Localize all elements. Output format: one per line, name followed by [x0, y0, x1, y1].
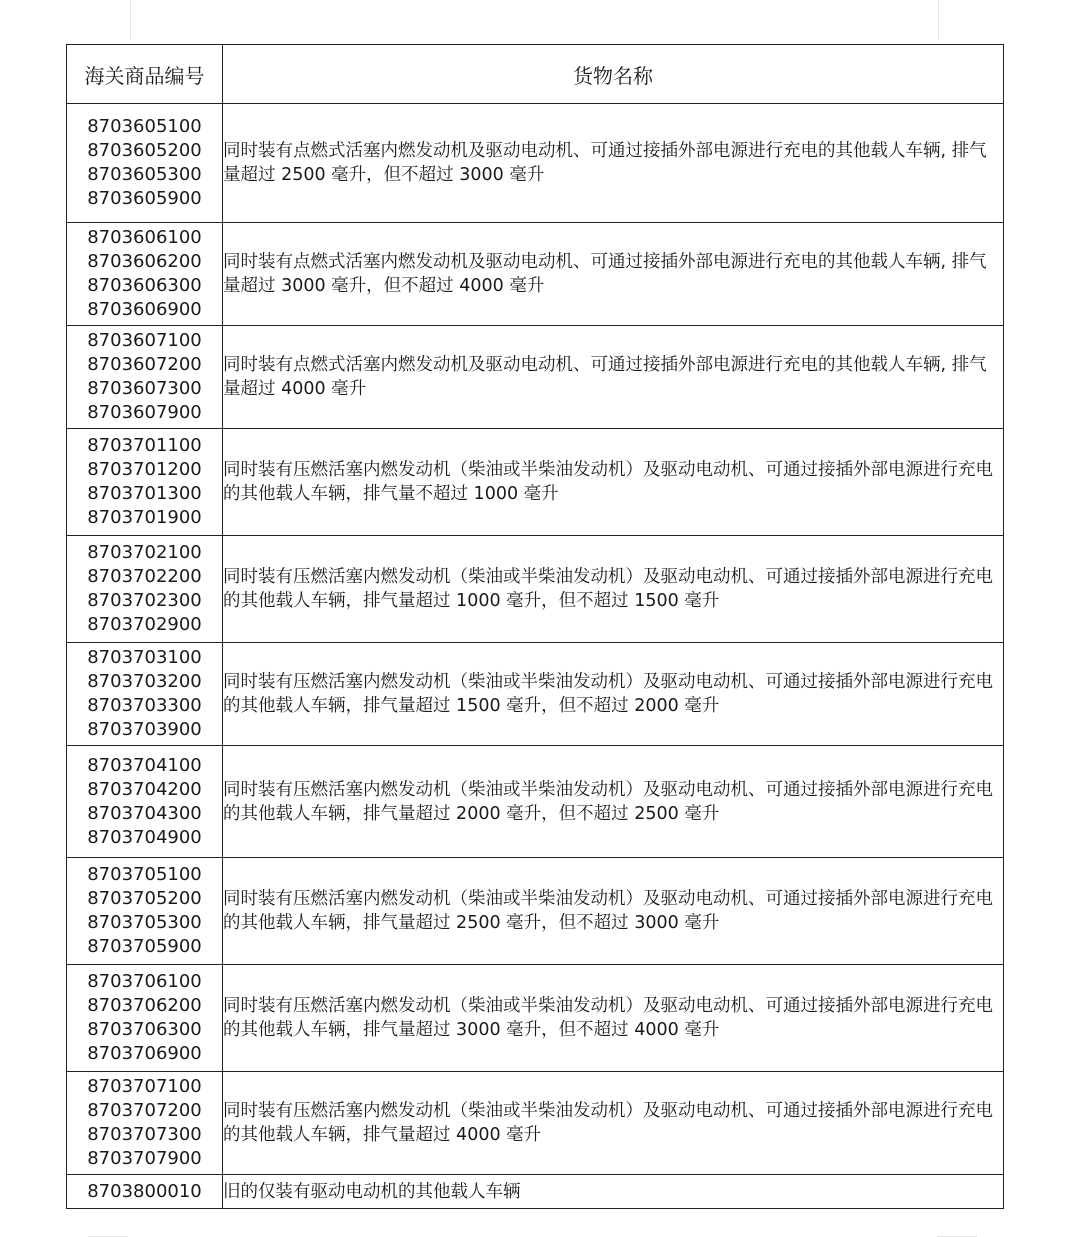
customs-code-cell [67, 223, 223, 326]
page-edge-mark [130, 0, 131, 40]
table-row [67, 536, 1004, 643]
customs-code: 8703707900 [87, 1148, 202, 1169]
goods-name-cell: 同时装有压燃活塞内燃发动机（柴油或半柴油发动机）及驱动电动机、可通过接插外部电源进行充电的其他载人车辆，排气量超过 2500 毫升，但不超过 3000 毫升 [223, 858, 1004, 965]
customs-code: 8703705100 [87, 864, 202, 885]
customs-code: 8703702900 [87, 614, 202, 635]
customs-code: 8703605200 [87, 140, 202, 161]
header-goods-name: 货物名称 [223, 45, 1004, 104]
customs-code: 8703605100 [87, 116, 202, 137]
table-row [67, 858, 1004, 965]
customs-code-cell [67, 965, 223, 1072]
goods-name-cell: 同时装有压燃活塞内燃发动机（柴油或半柴油发动机）及驱动电动机、可通过接插外部电源进行充电的其他载人车辆，排气量超过 1500 毫升，但不超过 2000 毫升 [223, 643, 1004, 746]
customs-code-cell [67, 1072, 223, 1175]
goods-name-cell: 同时装有压燃活塞内燃发动机（柴油或半柴油发动机）及驱动电动机、可通过接插外部电源进行充电的其他载人车辆，排气量超过 1000 毫升，但不超过 1500 毫升 [223, 536, 1004, 643]
customs-code: 8703606300 [87, 275, 202, 296]
customs-code: 8703605900 [87, 188, 202, 209]
customs-code: 8703606200 [87, 251, 202, 272]
customs-code: 8703702100 [87, 542, 202, 563]
customs-code: 8703607100 [87, 330, 202, 351]
customs-code: 8703701200 [87, 459, 202, 480]
customs-code: 8703701100 [87, 435, 202, 456]
customs-code: 8703706100 [87, 971, 202, 992]
customs-code-cell [67, 643, 223, 746]
table-row [67, 1072, 1004, 1175]
goods-name-cell: 旧的仅装有驱动电动机的其他载人车辆 [223, 1175, 1004, 1209]
customs-code: 8703800010 [87, 1180, 202, 1202]
customs-code: 8703606100 [87, 227, 202, 248]
customs-code: 8703701300 [87, 483, 202, 504]
customs-code: 8703706900 [87, 1043, 202, 1064]
customs-code: 8703701900 [87, 507, 202, 528]
customs-code: 8703703100 [87, 647, 202, 668]
goods-name-cell: 同时装有压燃活塞内燃发动机（柴油或半柴油发动机）及驱动电动机、可通过接插外部电源进行充电的其他载人车辆，排气量超过 3000 毫升，但不超过 4000 毫升 [223, 965, 1004, 1072]
header-customs-code: 海关商品编号 [67, 45, 223, 104]
goods-name-cell: 同时装有压燃活塞内燃发动机（柴油或半柴油发动机）及驱动电动机、可通过接插外部电源进行充电的其他载人车辆，排气量超过 2000 毫升，但不超过 2500 毫升 [223, 746, 1004, 858]
customs-code: 8703703200 [87, 671, 202, 692]
customs-code: 8703707100 [87, 1076, 202, 1097]
customs-code: 8703607200 [87, 354, 202, 375]
customs-code: 8703704900 [87, 826, 202, 848]
customs-code: 8703607300 [87, 378, 202, 399]
customs-code: 8703605300 [87, 164, 202, 185]
table-row [67, 104, 1004, 223]
table-row [67, 429, 1004, 536]
customs-code: 8703702300 [87, 590, 202, 611]
table-row [67, 1175, 1004, 1209]
customs-code: 8703707200 [87, 1100, 202, 1121]
customs-code: 8703704300 [87, 802, 202, 824]
goods-name-cell: 同时装有点燃式活塞内燃发动机及驱动电动机、可通过接插外部电源进行充电的其他载人车辆, 排气量超过 3000 毫升，但不超过 4000 毫升 [223, 223, 1004, 326]
customs-code: 8703707300 [87, 1124, 202, 1145]
customs-code-cell [67, 536, 223, 643]
customs-code: 8703705200 [87, 888, 202, 909]
customs-code: 8703703300 [87, 695, 202, 716]
customs-code-cell [67, 104, 223, 223]
customs-goods-table [66, 44, 1004, 1209]
customs-code-cell [67, 1175, 223, 1209]
customs-code: 8703704100 [87, 754, 202, 776]
customs-code: 8703706200 [87, 995, 202, 1016]
customs-code: 8703606900 [87, 299, 202, 320]
customs-code: 8703705900 [87, 936, 202, 957]
page-edge-mark [938, 0, 939, 40]
customs-code: 8703607900 [87, 402, 202, 423]
customs-code: 8703706300 [87, 1019, 202, 1040]
customs-code-cell [67, 326, 223, 429]
table-row [67, 746, 1004, 858]
customs-code-cell [67, 429, 223, 536]
goods-name-cell: 同时装有压燃活塞内燃发动机（柴油或半柴油发动机）及驱动电动机、可通过接插外部电源进行充电的其他载人车辆，排气量超过 4000 毫升 [223, 1072, 1004, 1175]
customs-code-cell [67, 746, 223, 858]
goods-name-cell: 同时装有压燃活塞内燃发动机（柴油或半柴油发动机）及驱动电动机、可通过接插外部电源进行充电的其他载人车辆，排气量不超过 1000 毫升 [223, 429, 1004, 536]
customs-code: 8703704200 [87, 778, 202, 800]
customs-code: 8703702200 [87, 566, 202, 587]
customs-code: 8703705300 [87, 912, 202, 933]
table-row [67, 223, 1004, 326]
table-header-row [67, 45, 1004, 104]
customs-code-cell [67, 858, 223, 965]
table-row [67, 965, 1004, 1072]
customs-code: 8703703900 [87, 719, 202, 740]
table-row [67, 326, 1004, 429]
table-row [67, 643, 1004, 746]
goods-name-cell: 同时装有点燃式活塞内燃发动机及驱动电动机、可通过接插外部电源进行充电的其他载人车辆, 排气量超过 4000 毫升 [223, 326, 1004, 429]
goods-name-cell: 同时装有点燃式活塞内燃发动机及驱动电动机、可通过接插外部电源进行充电的其他载人车辆, 排气量超过 2500 毫升，但不超过 3000 毫升 [223, 104, 1004, 223]
